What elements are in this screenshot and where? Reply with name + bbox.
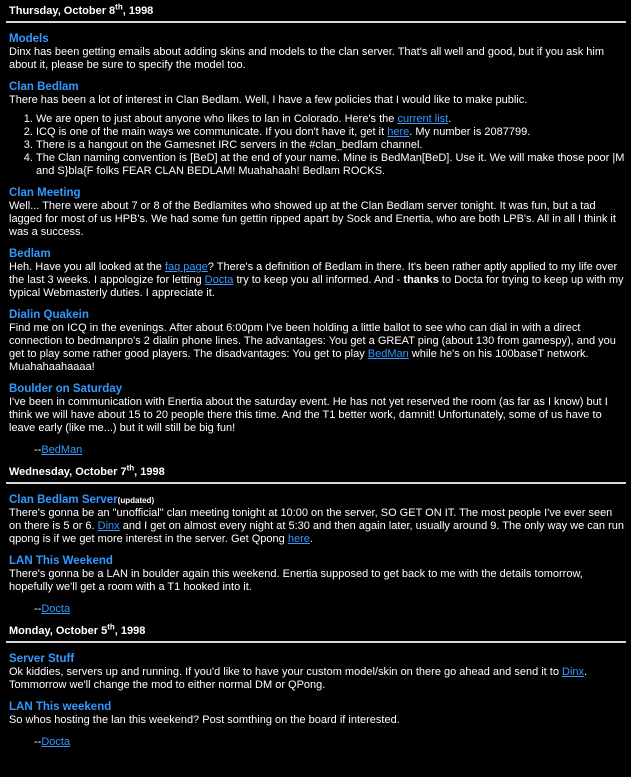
date-heading [9, 2, 627, 18]
story-lan-this-weekend [9, 701, 627, 727]
signature: --Docta [34, 736, 71, 748]
news-page [0, 2, 627, 749]
date-text: Wednesday, October 7 [9, 466, 127, 478]
story-body: There's gonna be an "unofficial" clan meeting tonight at 10:00 on the server, SO GET ON IT. The most people I've ever seen on there is 5 or 6. Dinx and I get on almost every night at 5:30 and then again later, usually around 9. The only way we can run qpong is if we get more interest in the server. Get Qpong here. [9, 507, 624, 545]
list-item: 1. We are open to just about anyone who likes to lan in Colorado. Here's the current list. [36, 113, 627, 126]
docta-link[interactable]: Docta [204, 274, 234, 286]
faq-page-link[interactable]: faq page [164, 261, 208, 273]
story-title: Clan Meeting [9, 187, 81, 199]
current-list-link[interactable]: current list [397, 113, 449, 125]
date-heading [9, 463, 627, 479]
story-server-stuff [9, 653, 627, 692]
story-body: There has been a lot of interest in Clan Bedlam. Well, I have a few policies that I would like to make public. [9, 94, 528, 106]
date-text: Monday, October 5 [9, 625, 108, 637]
story-title: Bedlam [9, 248, 51, 260]
story-body: Dinx has been getting emails about adding skins and models to the clan server. That's all well and good, but if you ask him about it, please be sure to specify the model too. [9, 46, 605, 71]
date-year: , 1998 [134, 466, 165, 478]
signature: --Docta [34, 603, 71, 615]
date-heading [9, 622, 627, 638]
story-body: Find me on ICQ in the evenings. After about 6:00pm I've been holding a little ballot to see who can dial in with a direct connection to bedmanpro's 2 dialin phone lines. The advantages: You get a GREAT ping (about 130 from gamespy), and you get to play some rather good players. The disadvantages: You get to play BedMan while he's on his 100baseT network. Muahahaahaaaa! [9, 322, 616, 373]
date-suffix: th [115, 2, 123, 12]
story-body: Ok kiddies, servers up and running. If you'd like to have your custom model/skin on there go ahead and send it to Dinx. Tommorrow we'll change the mod to either normal DM or QPong. [9, 666, 588, 691]
dinx-link[interactable]: Dinx [97, 520, 120, 532]
story-lan-weekend [9, 555, 627, 594]
date-suffix: th [126, 463, 135, 473]
story-title: Clan Bedlam Server(updated) [9, 494, 155, 506]
divider [6, 641, 626, 643]
divider [6, 21, 626, 23]
story-title: Dialin Quakein [9, 309, 89, 321]
story-title: Clan Bedlam [9, 81, 79, 93]
story-title: Boulder on Saturday [9, 383, 123, 395]
signature-link[interactable]: BedMan [41, 444, 83, 456]
story-clan-meeting [9, 187, 627, 239]
story-title: Models [9, 33, 49, 45]
bedman-link[interactable]: BedMan [367, 348, 409, 360]
list-item: 3. There is a hangout on the Gamesnet IRC servers in the #clan_bedlam channel. [36, 139, 627, 152]
story-clan-bedlam [9, 81, 627, 178]
qpong-here-link[interactable]: here [287, 533, 310, 545]
dinx-link[interactable]: Dinx [562, 666, 585, 678]
story-title: LAN This Weekend [9, 555, 113, 567]
signature: --BedMan [34, 444, 83, 456]
story-body: Heh. Have you all looked at the faq page? There's a definition of Bedlam in there. It's been rather aptly applied to my life over the last 3 weeks. I appologize for letting Docta try to keep you all informed. And - thanks to Docta for trying to keep up with my typical Webmasterly duties. I appreciate it. [9, 261, 624, 299]
icq-here-link[interactable]: here [387, 126, 410, 138]
policy-list [9, 113, 627, 178]
story-body: I've been in communication with Enertia about the saturday event. He has not yet reserved the room (as far as I know) but I think we will have about 15 to 20 people there this time. And the T1 better work, damnit! Unfortunately, some of us have to leave early (like me...) but it will still be big fun! [9, 396, 608, 434]
signature-link[interactable]: Docta [41, 736, 71, 748]
story-body: Well... There were about 7 or 8 of the Bedlamites who showed up at the Clan Bedlam server tonight. It was fun, but a tad lagged for most of us HPB's. We had some fun gettin ripped apart by Sock and Enertia, who are both LPB's. All in all I think it was a success. [9, 200, 616, 238]
story-body: There's gonna be a LAN in boulder again this weekend. Enertia supposed to get back to me with the details tomorrow, hopefully we'll get a room with a T1 hooked into it. [9, 568, 583, 593]
list-item: 4. The Clan naming convention is [BeD] at the end of your name. Mine is BedMan[BeD]. Use it. We will make those poor |M and S}bla{F folks FEAR CLAN BEDLAM! Muahahaah! Bedlam ROCKS. [36, 152, 627, 178]
story-clan-server [9, 494, 627, 546]
signature-link[interactable]: Docta [41, 603, 71, 615]
date-suffix: th [107, 622, 115, 632]
story-body: So whos hosting the lan this weekend? Post somthing on the board if interested. [9, 714, 400, 726]
story-models [9, 33, 627, 72]
updated-tag: (updated) [117, 496, 155, 505]
story-dialin [9, 309, 627, 374]
story-title: Server Stuff [9, 653, 75, 665]
divider [6, 482, 626, 484]
story-title: LAN This weekend [9, 701, 112, 713]
story-boulder [9, 383, 627, 435]
date-year: , 1998 [114, 625, 146, 637]
date-year: , 1998 [122, 5, 154, 17]
list-item: 2. ICQ is one of the main ways we communicate. If you don't have it, get it here. My number is 2087799. [36, 126, 627, 139]
story-bedlam [9, 248, 627, 300]
date-text: Thursday, October 8 [9, 5, 116, 17]
